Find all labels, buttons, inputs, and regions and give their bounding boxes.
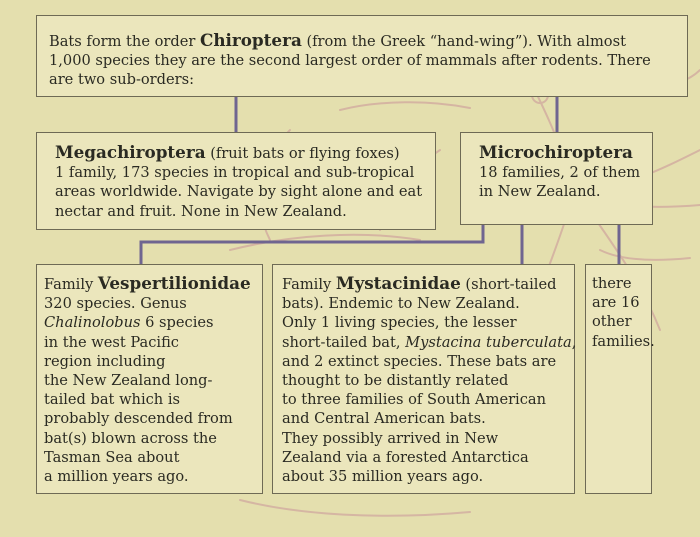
vesp-line: region including [44, 352, 166, 370]
megachiroptera-box [36, 132, 436, 230]
vesp-line: tailed bat which is [44, 391, 180, 409]
microchiroptera-box [460, 132, 653, 225]
species-name: Mystacina tuberculata [405, 333, 572, 351]
myst-line: thought to be distantly related [282, 372, 509, 390]
other-line: other [592, 313, 632, 331]
mega-name: Megachiroptera [55, 142, 206, 162]
vespertilionidae-box [36, 264, 263, 494]
other-line: are 16 [592, 294, 640, 312]
vesp-line: bat(s) blown across the [44, 429, 217, 447]
vesp-genus-line: Chalinolobus 6 species [44, 314, 214, 332]
micro-line: in New Zealand. [479, 183, 601, 201]
intro-line-2: 1,000 species they are the second largest order of mammals after rodents. There [49, 52, 651, 70]
mega-line: 1 family, 173 species in tropical and sub-tropical [55, 164, 415, 182]
mystacinidae-box [272, 264, 575, 494]
other-line: families. [592, 332, 655, 350]
myst-line: and 2 extinct species. These bats are [282, 352, 557, 370]
vesp-line: 320 species. Genus [44, 295, 187, 313]
genus-name: Chalinolobus [44, 314, 141, 332]
micro-to-vesp-connector [141, 225, 483, 264]
mega-line: nectar and fruit. None in New Zealand. [55, 202, 347, 220]
vesp-line: in the west Pacific [44, 333, 179, 351]
vesp-line: the New Zealand long- [44, 372, 213, 390]
micro-heading [479, 143, 652, 163]
intro-line-3: are two sub-orders: [49, 71, 195, 89]
vesp-heading: Family Vespertilionidae [44, 273, 251, 293]
vesp-line: probably descended from [44, 410, 233, 428]
mega-heading: Megachiroptera (fruit bats or flying foxes) [55, 142, 400, 162]
vesp-line: Tasman Sea about [44, 448, 180, 466]
micro-line: 18 families, 2 of them [479, 164, 641, 182]
myst-species-line: short-tailed bat, Mystacina tuberculata, [282, 333, 577, 351]
myst-line: They possibly arrived in New [282, 429, 499, 447]
myst-line: and Central American bats. [282, 410, 486, 428]
vesp-line: a million years ago. [44, 468, 189, 486]
vesp-name: Vespertilionidae [97, 273, 251, 293]
other-line: there [592, 275, 632, 292]
chiroptera-term: Chiroptera [199, 30, 302, 50]
myst-line: to three families of South American [282, 391, 546, 409]
myst-heading: Family Mystacinidae (short-tailed [282, 273, 557, 293]
other-families-box [585, 264, 655, 494]
mega-line: areas worldwide. Navigate by sight alone and eat [55, 183, 423, 201]
intro-line-1: Bats form the order Chiroptera (from the Greek “hand-wing”). With almost [49, 30, 626, 50]
chiroptera-intro-box [36, 15, 688, 97]
myst-line: Only 1 living species, the lesser [282, 314, 517, 332]
myst-line: bats). Endemic to New Zealand. [282, 295, 520, 313]
micro-name: Microchiroptera [479, 142, 633, 162]
myst-line: about 35 million years ago. [282, 468, 484, 486]
myst-line: Zealand via a forested Antarctica [282, 448, 529, 466]
myst-name: Mystacinidae [335, 273, 461, 293]
